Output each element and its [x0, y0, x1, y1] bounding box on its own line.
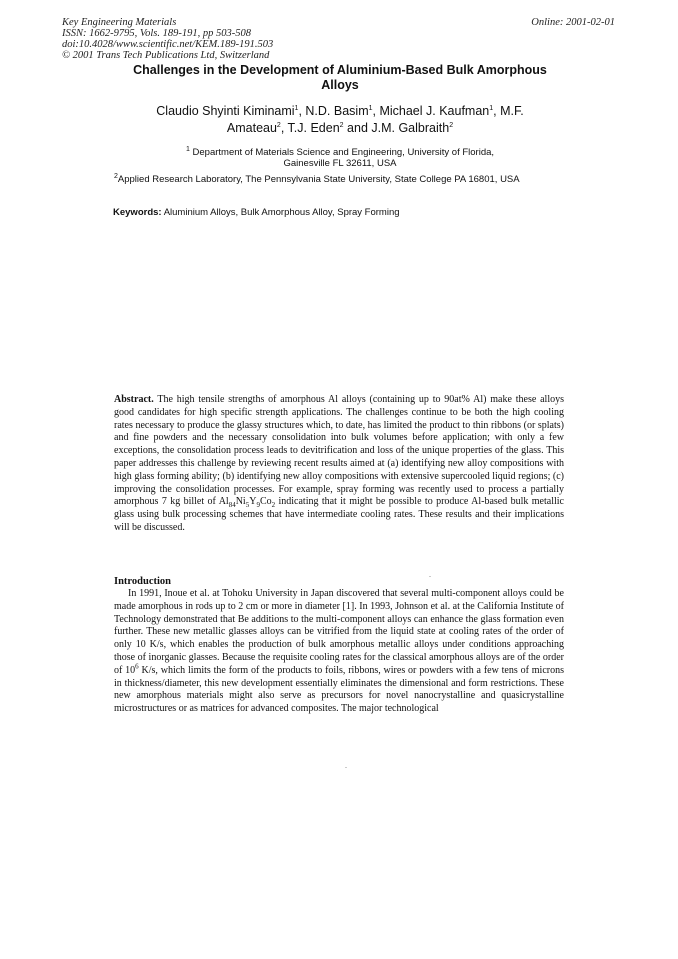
author-name: Amateau: [226, 121, 277, 135]
author-name: and J.M. Galbraith: [343, 121, 450, 135]
author-name: Claudio Shyinti Kiminami: [156, 104, 295, 118]
paper-title-line2: Alloys: [321, 78, 359, 92]
issn-line: ISSN: 1662-9795, Vols. 189-191, pp 503-508: [62, 28, 251, 39]
journal-name: Key Engineering Materials: [62, 17, 177, 28]
abstract-label: Abstract.: [114, 394, 154, 405]
affiliation-marker: 1: [294, 104, 299, 112]
affiliation-marker: 2: [449, 121, 454, 129]
affiliation-marker: 2: [276, 121, 281, 129]
introduction-paragraph: [114, 588, 564, 716]
formula-element: Co: [259, 496, 272, 508]
affiliation-2-text: Applied Research Laboratory, The Pennsylvania State University, State College PA 16801, USA: [117, 174, 520, 185]
formula-subscript: 5: [245, 501, 250, 510]
formula-subscript: 2: [271, 501, 276, 510]
stray-mark: .: [429, 570, 431, 579]
exponent: 6: [135, 662, 139, 671]
formula-subscript: 9: [256, 501, 260, 510]
author-list-line2: [60, 120, 620, 137]
affiliation-marker: 2: [339, 121, 344, 129]
author-name: , N.D. Basim: [298, 104, 369, 118]
copyright-line: © 2001 Trans Tech Publications Ltd, Switzerland: [62, 50, 270, 61]
author-name: , M.F.: [493, 104, 524, 118]
author-name: , Michael J. Kaufman: [372, 104, 490, 118]
paper-title-line1: Challenges in the Development of Aluminium-Based Bulk Amorphous: [133, 63, 547, 77]
affiliation-1-line2: Gainesville FL 32611, USA: [283, 158, 397, 169]
affiliation-marker: 1: [368, 104, 373, 112]
stray-mark: .: [345, 761, 347, 770]
affiliation-2: [114, 174, 520, 186]
keywords-text: Aluminium Alloys, Bulk Amorphous Alloy, Spray Forming: [161, 207, 400, 218]
formula-element: Ni: [235, 496, 246, 508]
section-heading-introduction: Introduction: [114, 576, 171, 587]
keywords: [113, 207, 400, 219]
affiliation-marker: 1: [185, 145, 190, 153]
author-name: , T.J. Eden: [280, 121, 340, 135]
affiliation-marker: 1: [489, 104, 494, 112]
journal-header: [62, 17, 273, 61]
introduction-text-cont: K/s, which limits the form of the products to foils, ribbons, wires or powders with a few tens of microns in thickness/diameter, this new development essentially eliminates the dimensional and form restrictions. These new amorphous materials might also serve as precursors for novel nanocrystalline and quasicrystalline microstructures or as matrices for advanced composites. The major technological: [114, 664, 564, 715]
formula-subscript: 84: [228, 501, 236, 510]
abstract-text: The high tensile strengths of amorphous Al alloys (containing up to 90at% Al) make these alloys good candidates for high specific strength applications. The challenges continue to be both the high cooling rates necessary to produce the glassy structures which, to date, has limited the product to thin ribbons (or splats) and fine powders and the necessary consolidation into bulk volumes before application; with only a few exceptions, the consolidation process leads to devitrification and loss of the unique properties of the glass. This paper addresses this challenge by reviewing recent results aimed at (a) identifying new alloy compositions with high glass forming ability; (b) identifying new alloy compositions with extensive supercooled liquid regions; (c) improving the consolidation processes. For example, spray forming was recently used to process a partially amorphous 7 kg billet of Al: [114, 394, 564, 508]
formula-element: Y: [249, 496, 257, 508]
affiliation-marker: 2: [114, 172, 118, 180]
online-date: Online: 2001-02-01: [531, 17, 615, 28]
abstract-text-end: indicating that it might be possible to produce Al-based bulk metallic glass using bulk processing schemes that have intermediate cooling rates. These results and their implications will be discussed.: [114, 496, 564, 533]
keywords-label: Keywords:: [113, 207, 162, 218]
introduction-text: In 1991, Inoue et al. at Tohoku University in Japan discovered that several multi-component alloys could be made amorphous in rods up to 2 cm or more in diameter [1]. In 1993, Johnson et al. at the California Institute of Technology demonstrated that Be additions to the multi-component alloys can enhance the glass formation even further. These new metallic glasses alloys can be vitrified from the liquid state at cooling rates of the order of only 10 K/s, which enables the production of bulk amorphous metallic alloys under conditions approaching those of inorganic glasses. Because the requisite cooling rates for the classical amorphous alloys are of the order of 10: [114, 588, 564, 676]
affiliation-1-text: Department of Materials Science and Engineering, University of Florida,: [189, 147, 495, 158]
doi-line: doi:10.4028/www.scientific.net/KEM.189-191.503: [62, 39, 274, 50]
author-list-line1: [60, 103, 620, 120]
abstract: [114, 394, 564, 535]
